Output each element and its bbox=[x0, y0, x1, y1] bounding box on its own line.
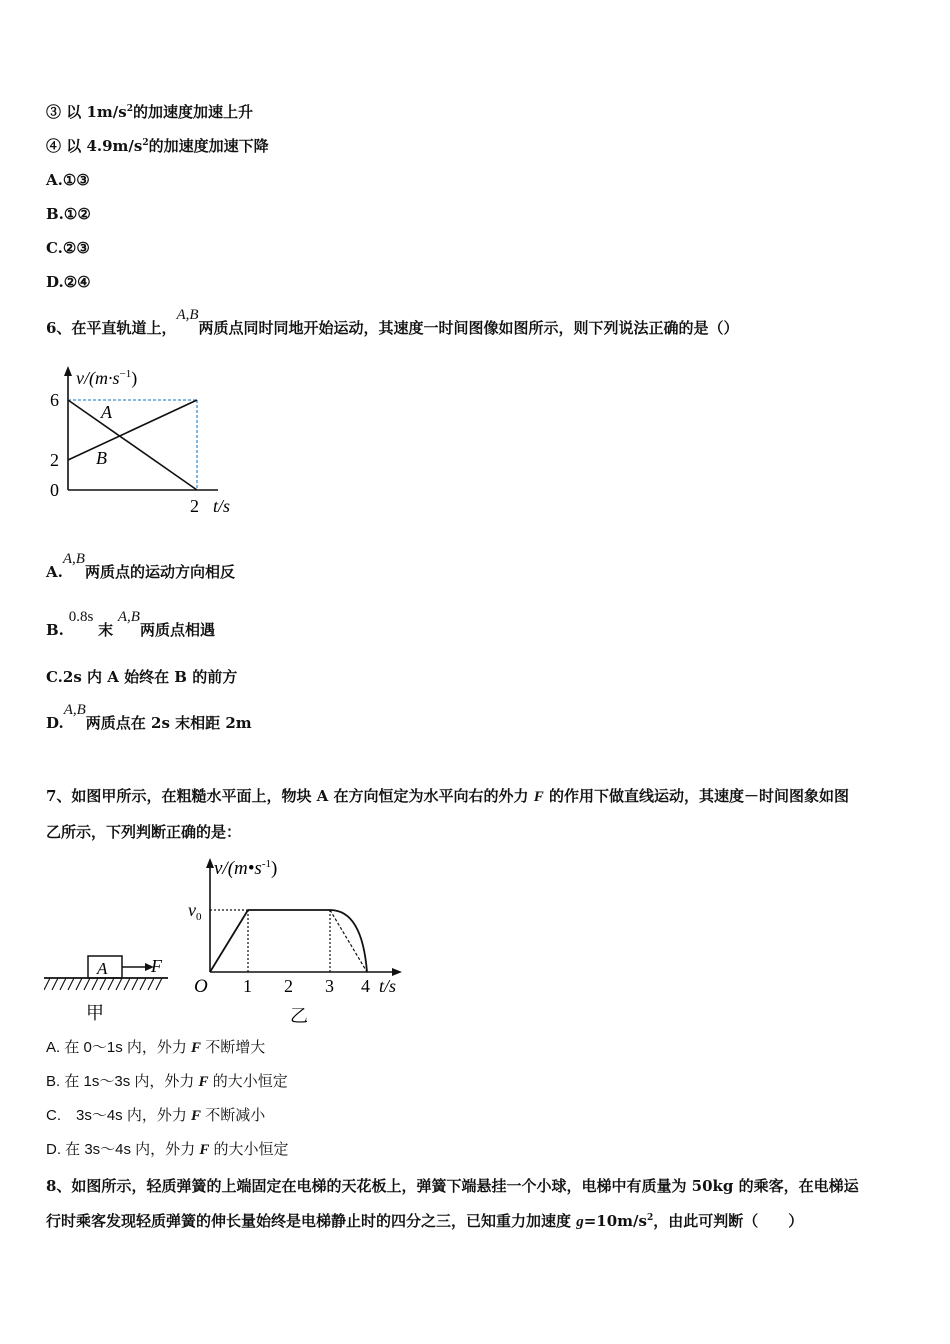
q7-y-axis-arrow bbox=[206, 858, 214, 868]
q6-tick-6: 6 bbox=[50, 390, 59, 410]
q7-stem-line1: 7、如图甲所示，在粗糙水平面上，物块 A 在方向恒定为水平向右的外力 F 的作用下做直线运动，其速度－时间图象如图 bbox=[46, 787, 849, 805]
q7-v0-label: $v_0$ bbox=[188, 900, 202, 923]
q7-origin-label: O bbox=[194, 976, 208, 997]
q6-x-label: t/s bbox=[213, 496, 231, 516]
q6-stem: 6、在平直轨道上，A,B两质点同时同地开始运动，其速度一时间图像如图所示，则下列说法正确的是（） bbox=[46, 307, 739, 337]
q7-segment-accelerate bbox=[210, 910, 248, 972]
q7-option-d: D. 在 3s～4s 内，外力 F 的大小恒定 bbox=[46, 1141, 289, 1158]
q7-caption-yi: 乙 bbox=[290, 1006, 308, 1026]
q6-y-label: $v/(m\cdot s^{-1})$ bbox=[76, 368, 138, 388]
q5-choice-d: D.②④ bbox=[46, 273, 91, 291]
q7-caption-jia: 甲 bbox=[86, 1003, 104, 1023]
q6-line-a bbox=[68, 400, 197, 490]
q7-option-c: C. 3s～4s 内，外力 F 不断减小 bbox=[46, 1107, 266, 1124]
q6-option-d: D.A,B两质点在 2s 末相距 2m bbox=[46, 702, 252, 732]
q8-stem-line2: 行时乘客发现轻质弹簧的伸长量始终是电梯静止时的四分之三，已知重力加速度 $g=10m/s^2$，由此可判断（ ） bbox=[46, 1212, 804, 1230]
q7-figure-yi bbox=[186, 852, 408, 1030]
q8-stem-line1: 8、如图所示，轻质弹簧的上端固定在电梯的天花板上，弹簧下端悬挂一个小球，电梯中有质量为 50kg 的乘客，在电梯运 bbox=[46, 1177, 859, 1195]
q6-option-c: C.2s 内 A 始终在 B 的前方 bbox=[46, 668, 238, 686]
q6-tick-0: 0 bbox=[50, 480, 59, 500]
q6-vt-graph bbox=[44, 362, 244, 522]
q7-option-b: B. 在 1s～3s 内，外力 F 的大小恒定 bbox=[46, 1073, 288, 1090]
q6-option-a: A.A,B两质点的运动方向相反 bbox=[46, 551, 235, 581]
q7-ground-hatching bbox=[44, 978, 162, 990]
q6-label-a: A bbox=[101, 402, 112, 422]
q6-y-axis-arrow bbox=[64, 366, 72, 376]
q7-x-label: t/s bbox=[379, 976, 397, 996]
q7-block-a-label: A bbox=[97, 959, 108, 978]
q7-tick-2: 2 bbox=[284, 976, 293, 996]
q5-option-3: ③ 以 $1m/s^2$的加速度加速上升 bbox=[46, 103, 253, 121]
q7-tick-3: 3 bbox=[325, 976, 334, 996]
q6-tick-x2: 2 bbox=[190, 496, 199, 516]
q6-label-b: B bbox=[96, 448, 107, 468]
q7-tick-4: 4 bbox=[361, 976, 370, 996]
q5-choice-a: A.①③ bbox=[46, 171, 90, 189]
q6-option-b: B. 0.8s 末 A,B两质点相遇 bbox=[46, 609, 215, 639]
q7-tick-1: 1 bbox=[243, 976, 252, 996]
q7-stem-line2: 乙所示，下列判断正确的是： bbox=[46, 823, 242, 841]
q7-force-label: F bbox=[151, 956, 162, 976]
q6-tick-2: 2 bbox=[50, 450, 59, 470]
q7-y-label: $v/(m•s^{-1})$ bbox=[214, 858, 278, 879]
q5-option-4: ④ 以 $4.9m/s^2$的加速度加速下降 bbox=[46, 137, 269, 155]
q7-option-a: A. 在 0～1s 内，外力 F 不断增大 bbox=[46, 1039, 266, 1056]
q5-choice-b: B.①② bbox=[46, 205, 91, 223]
q5-choice-c: C.②③ bbox=[46, 239, 90, 257]
q7-figure-jia bbox=[44, 945, 174, 1030]
q6-line-b bbox=[68, 400, 197, 460]
q7-x-axis-arrow bbox=[392, 968, 402, 976]
